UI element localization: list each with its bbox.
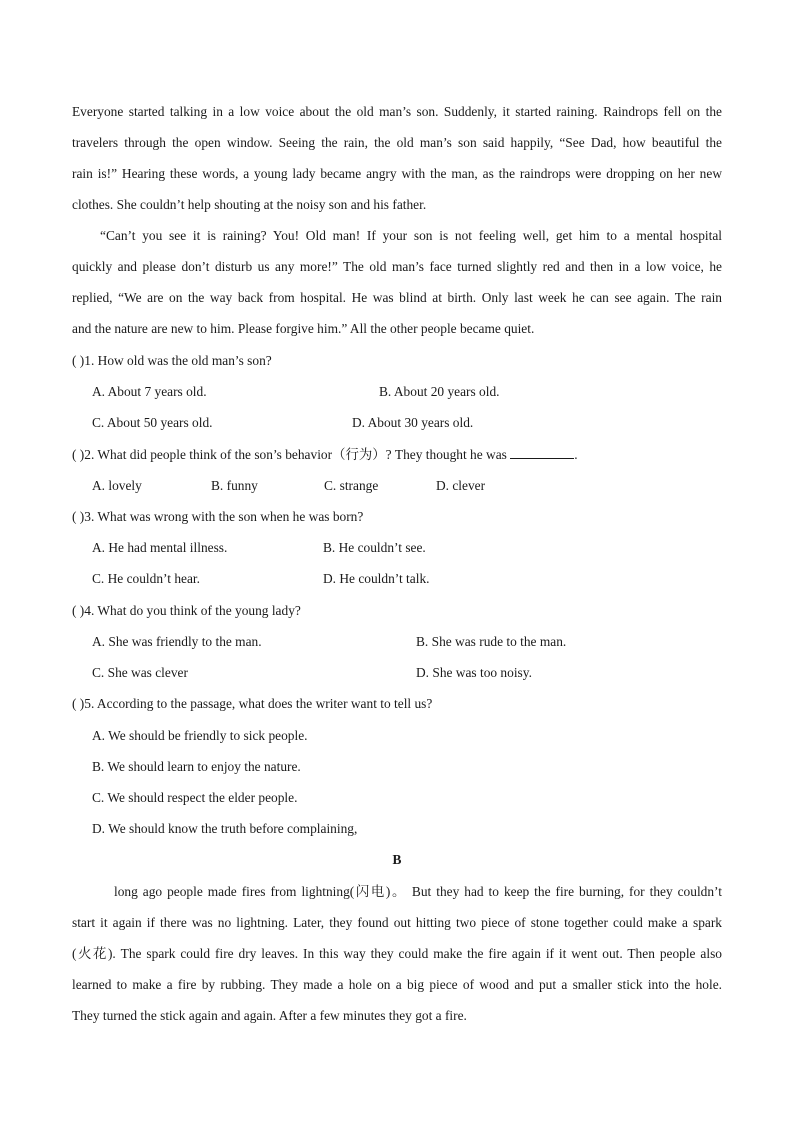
passage-line: long ago people made fires from lightning(闪电)。 But they had to keep the fire burning, for they couldn’t bbox=[114, 884, 722, 899]
q4-option-b: B. She was rude to the man. bbox=[416, 634, 567, 649]
passage-line: replied, “We are on the way back from hospital. He was blind at birth. Only last week he can see again. The rain bbox=[72, 290, 722, 305]
question-4-stem: ( )4. What do you think of the young lady? bbox=[72, 603, 301, 618]
q3-option-b: B. He couldn’t see. bbox=[323, 540, 426, 555]
q2-option-c: C. strange bbox=[324, 478, 379, 493]
passage-line: quickly and please don’t disturb us any more!” The old man’s face turned slightly red and then in a low voice, he bbox=[72, 259, 722, 274]
q4-option-d: D. She was too noisy. bbox=[416, 665, 532, 680]
q2-option-d: D. clever bbox=[436, 478, 486, 493]
passage-line: Everyone started talking in a low voice about the old man’s son. Suddenly, it started raining. Raindrops fell on the bbox=[72, 104, 722, 119]
q3-option-c: C. He couldn’t hear. bbox=[92, 571, 200, 586]
q4-option-c: C. She was clever bbox=[92, 665, 188, 680]
q5-option-a: A. We should be friendly to sick people. bbox=[92, 728, 308, 743]
passage-line: travelers through the open window. Seeing the rain, the old man’s son said happily, “See Dad, how beautiful the bbox=[72, 135, 722, 150]
q5-option-b: B. We should learn to enjoy the nature. bbox=[92, 759, 301, 774]
q3-option-a: A. He had mental illness. bbox=[92, 540, 228, 555]
q2-option-b: B. funny bbox=[211, 478, 258, 493]
q2-stem-text: ( )2. What did people think of the son’s behavior（行为）? They thought he was bbox=[72, 447, 511, 462]
passage-line: “Can’t you see it is raining? You! Old man! If your son is not feeling well, get him to a mental hospital bbox=[100, 228, 722, 243]
q2-stem-end: . bbox=[574, 447, 578, 462]
q4-option-a: A. She was friendly to the man. bbox=[92, 634, 262, 649]
q5-option-c: C. We should respect the elder people. bbox=[92, 790, 298, 805]
question-3-stem: ( )3. What was wrong with the son when he was born? bbox=[72, 509, 364, 524]
answer-blank bbox=[510, 446, 574, 459]
q2-option-a: A. lovely bbox=[92, 478, 142, 493]
q1-option-b: B. About 20 years old. bbox=[379, 384, 500, 399]
q1-option-a: A. About 7 years old. bbox=[92, 384, 207, 399]
passage-line: (火花). The spark could fire dry leaves. In this way they could make the fire again if it went out. Then people also bbox=[72, 946, 722, 961]
q3-option-d: D. He couldn’t talk. bbox=[323, 571, 430, 586]
question-2-stem bbox=[72, 446, 722, 464]
passage-line: and the nature are new to him. Please forgive him.” All the other people became quiet. bbox=[72, 321, 535, 336]
question-5-stem: ( )5. According to the passage, what does the writer want to tell us? bbox=[72, 696, 433, 711]
q5-option-d: D. We should know the truth before complaining, bbox=[92, 821, 358, 836]
passage-line: clothes. She couldn’t help shouting at the noisy son and his father. bbox=[72, 197, 427, 212]
q1-option-c: C. About 50 years old. bbox=[92, 415, 213, 430]
passage-line: start it again if there was no lightning. Later, they found out hitting two piece of stone together could make a spark bbox=[72, 915, 722, 930]
question-1-stem: ( )1. How old was the old man’s son? bbox=[72, 353, 272, 368]
passage-line: They turned the stick again and again. After a few minutes they got a fire. bbox=[72, 1008, 467, 1023]
q1-option-d: D. About 30 years old. bbox=[352, 415, 474, 430]
passage-line: rain is!” Hearing these words, a young lady became angry with the man, as the raindrops were dropping on her new bbox=[72, 166, 722, 181]
section-heading: B bbox=[392, 852, 402, 867]
passage-line: learned to make a fire by rubbing. They made a hole on a big piece of wood and put a smaller stick into the hole. bbox=[72, 977, 722, 992]
